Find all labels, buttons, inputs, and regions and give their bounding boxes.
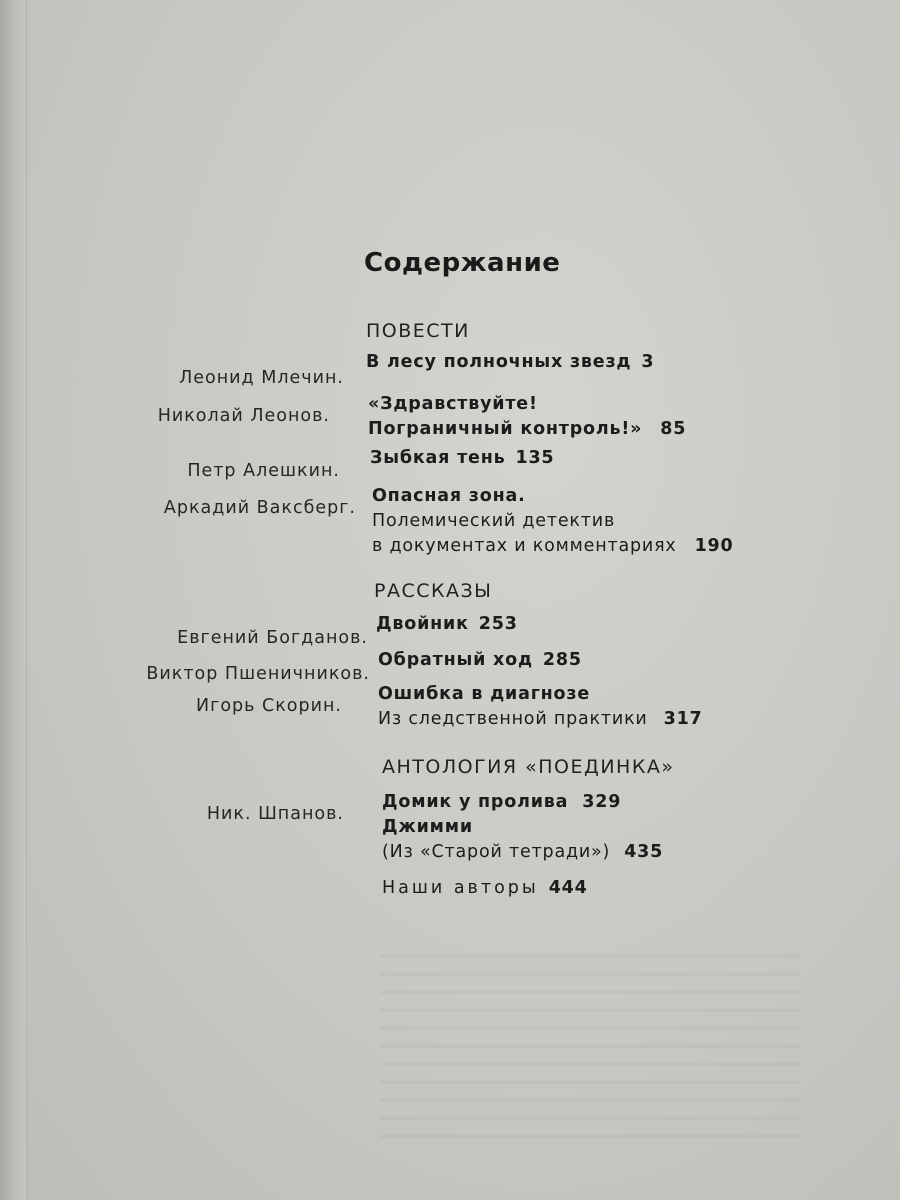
work-authors-note bbox=[382, 876, 588, 901]
work-title: В лесу полночных звезд bbox=[366, 352, 632, 372]
work-vaksberg bbox=[372, 484, 734, 559]
section-antologiya: АНТОЛОГИЯ «ПОЕДИНКА» bbox=[382, 756, 675, 778]
work-title: Обратный ход bbox=[378, 650, 533, 670]
author-bogdanov: Евгений Богданов. bbox=[177, 628, 368, 648]
work-leonov bbox=[368, 392, 686, 442]
author-aleshkin: Петр Алешкин. bbox=[187, 461, 340, 481]
page-number: 329 bbox=[582, 792, 622, 812]
work-subtitle-line: в документах и комментариях bbox=[372, 536, 677, 556]
section-rasskazy: РАССКАЗЫ bbox=[374, 580, 493, 602]
toc-title: Содержание bbox=[364, 248, 561, 278]
work-skorin bbox=[378, 682, 703, 732]
work-pshenichnikov bbox=[378, 648, 582, 673]
page-number: 190 bbox=[694, 536, 734, 556]
work-title-line: Опасная зона. bbox=[372, 486, 526, 506]
author-pshenichnikov: Виктор Пшеничников. bbox=[146, 664, 370, 684]
work-title-line: Джимми bbox=[382, 817, 473, 837]
work-mlechin bbox=[366, 350, 654, 375]
page-number: 85 bbox=[660, 419, 687, 439]
work-aleshkin bbox=[370, 446, 554, 471]
work-shpanov bbox=[382, 790, 663, 865]
author-mlechin: Леонид Млечин. bbox=[179, 368, 344, 388]
work-title-line: Пограничный контроль!» bbox=[368, 419, 643, 439]
page-number: 444 bbox=[548, 878, 588, 898]
work-title-line: Домик у пролива bbox=[382, 792, 569, 812]
work-title: Двойник bbox=[376, 614, 469, 634]
page-number: 317 bbox=[663, 709, 703, 729]
page-number: 3 bbox=[641, 352, 655, 372]
page-number: 285 bbox=[542, 650, 582, 670]
authors-note-label: Наши авторы bbox=[382, 878, 539, 898]
author-vaksberg: Аркадий Ваксберг. bbox=[163, 498, 356, 518]
author-skorin: Игорь Скорин. bbox=[196, 696, 342, 716]
section-povesti: ПОВЕСТИ bbox=[366, 320, 470, 342]
page-number: 135 bbox=[515, 448, 555, 468]
work-title: Зыбкая тень bbox=[370, 448, 506, 468]
show-through-text bbox=[380, 940, 800, 1140]
page-number: 435 bbox=[624, 842, 664, 862]
work-title-line: Ошибка в диагнозе bbox=[378, 684, 590, 704]
work-subtitle-line: Из следственной практики bbox=[378, 709, 648, 729]
page-number: 253 bbox=[478, 614, 518, 634]
author-shpanov: Ник. Шпанов. bbox=[206, 804, 344, 824]
author-leonov: Николай Леонов. bbox=[157, 406, 330, 426]
work-subtitle-line: (Из «Старой тетради») bbox=[382, 842, 611, 862]
work-subtitle-line: Полемический детектив bbox=[372, 511, 616, 531]
work-bogdanov bbox=[376, 612, 518, 637]
work-title-line: «Здравствуйте! bbox=[368, 394, 538, 414]
page-spine-edge bbox=[0, 0, 27, 1200]
